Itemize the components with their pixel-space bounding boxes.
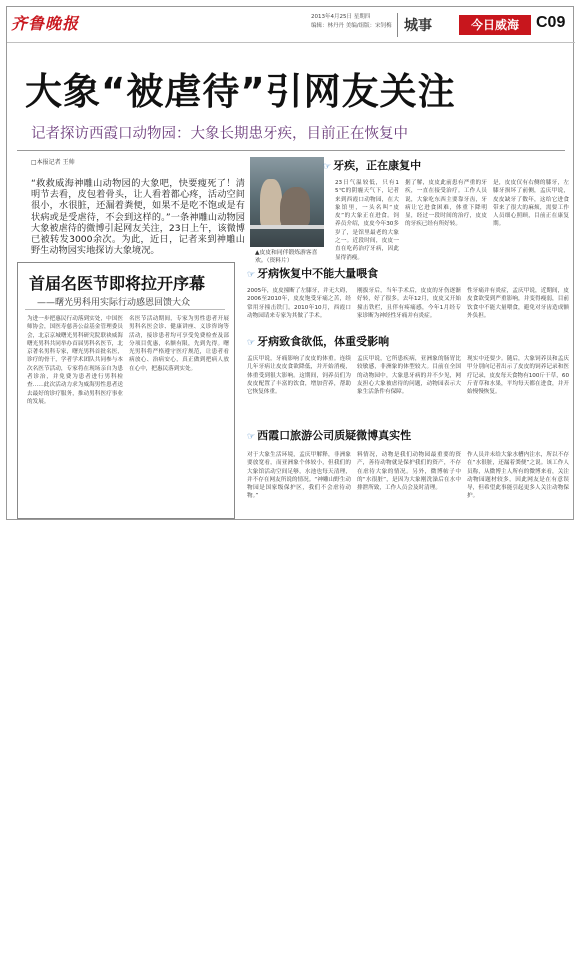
article-column: 23日气温较低，只有15℃的阴霾天气下，记者来到西霞口动物园，在大象馆里，一头名叫“皮皮”的大象正在进食。饲养员介绍，皮皮今年30多岁了，是馆里最老的大象之一。近段时间，皮皮一直在吃药治疗牙病，因此显得消瘦。	[335, 180, 399, 261]
masthead	[7, 7, 575, 43]
advertorial-rule	[25, 309, 225, 310]
section-tab: 今日威海	[459, 15, 531, 35]
byline: □本报记者 王帅	[31, 159, 75, 166]
lead-paragraph: “救救威海神雕山动物园的大象吧，快要瘦死了！清明节去看，皮包着骨头，让人看着都心疼，活动空间很小，水很脏，还漏着粪便，如果不是吃不饱或是有状病或是受虐待，不会到这样的。”一条神雕山动物园大象被虐待的微博引起网友关注，23日上午，该微博已被转发3000余次。为此，近日，记者来到神雕山野生动物园实地探访大象境况。	[31, 178, 245, 257]
photo-elephant-figure	[280, 187, 310, 227]
section-name: 城事	[404, 18, 432, 34]
advertorial-column: 为进一步把惠民行动落到实处，中国医师协会，国医寿慈善公益基金管理委员会，北京京城曙光男科研究院联袂威海曙光男科共同举办首届男科名医节，北京著名男科专家，曙光男科首批名医，诊疗的骨干，学者学术团队共同参与本次名医节活动，专家将在现场亲自为患者诊治，并免费为患者进行男科检查……此次活动力求为威海男性患者送去最好的诊疗服务，推动男科医疗事业的发展。	[27, 316, 123, 405]
bullet-icon: ☞	[247, 338, 256, 348]
masthead-divider	[397, 13, 398, 37]
newspaper-page	[6, 6, 574, 520]
article-column: 对于大象生活环境，孟庆甲解释，非洲象要放宽看，而亚洲象个体较小，但我们的大象馆活动空间足够，水池也每天清理，并不存在网友所说的情况。“神雕山野生动物园是国家级保护区，我们不会虐待动物。”	[247, 452, 351, 500]
section-title: ☞ 西霞口旅游公司质疑微博真实性	[247, 429, 412, 442]
article-column: 是，皮皮仅有右侧的膝牙，左膝牙损坏了前侧，孟庆甲说，皮皮缺牙了数年，这给它进食带来了很大的麻烦，需要工作人员细心照顾，目前正在康复期。	[493, 180, 569, 228]
page-subheadline: 记者探访西霞口动物园：大象长期患牙疾，目前正在恢复中	[31, 126, 408, 142]
elephant-photo	[250, 157, 324, 247]
advertorial-column: 名医节活动期间，专家为男性患者开展男科名医会诊、健康讲座、义诊咨询等活动，接诊患者均可享受免费检查及部分项目优惠，名额有限，先到先得。曙光男科将严格遵守医疗规范，让患者看病放心、治病安心，真正做到把病人放在心中，把惠民落到实处。	[129, 316, 229, 372]
article-column: 2005年，皮皮撞断了左膝牙，并无大碍，2006至2010年，皮皮饱受牙痛之苦，经常用牙撞击铁门。2010年10月，西霞口动物园请来专家为其做了手术。	[247, 288, 351, 319]
bullet-icon: ☞	[323, 162, 332, 172]
section-title: ☞ 牙病致食欲低，体重受影响	[247, 335, 390, 348]
page-headline: 大象“被虐待”引网友关注	[25, 70, 456, 113]
advertorial-subtitle: ——曙光男科用实际行动感恩回馈大众	[37, 298, 191, 308]
bullet-icon: ☞	[247, 432, 256, 442]
page-number: C09	[536, 14, 566, 31]
newspaper-logo: 齐鲁晚报	[11, 14, 80, 33]
dateline	[311, 13, 392, 31]
editor-credits: 编辑：林丹丹 美编/组版：宋钊梅	[311, 23, 392, 29]
article-column: 据了解，皮皮此前患有严重的牙疾，一直在接受治疗。工作人员说，大象吃东西主要靠牙齿，牙病让它进食困难，体重下降明显，经过一段时间的治疗，皮皮的牙疾已经有所好转。	[405, 180, 487, 228]
article-column: 孟庆甲说，它所患疾病，亚洲象的肠胃比较敏感，非洲象的体型较大。目前在全国的动物园中，大象患牙病的并不少见，网友担心大象被虐待的问题，动物园表示大象生活条件有保障。	[357, 356, 461, 396]
photo-caption: ▲皮皮和同伴锻炼游客喜欢。（资料片）	[255, 250, 318, 264]
section-title: ☞ 牙病恢复中不能大量喂食	[247, 267, 379, 280]
article-column: 孟庆甲说，牙痛影响了皮皮的体重。连续几年牙病让皮皮食欲降低，并开始消瘦，体重受到很大影响。这期间，饲养员们为皮皮配置了丰富的饮食，增加营养，帮助它恢复体重。	[247, 356, 351, 396]
article-column: 现实中还要少。随后，大象饲养员和孟庆甲分别向记者出示了皮皮的饲养记录和医疗记录，皮皮每天食物有100斤干草，60斤青草和水果，平均每天都在进食，并开始慢慢恢复。	[467, 356, 569, 396]
article-column: 料情况，动物是我们动物园最重要的资产，善待动物就是保护我们的资产，不存在虐待大象的情况。另外，微博帖子中的“水很脏”，是因为大象刚洗澡后在水中排泄所致，工作人员会及时清理。	[357, 452, 461, 492]
photo-keeper-figure	[260, 179, 282, 229]
headline-rule	[17, 150, 565, 151]
article-column: 刚拔牙后，当年手术后，皮皮的牙伤逐渐好转，好了很多。去年12月，皮皮又开始撞击铁栏，且伴有疼痛感，今年1月经专家诊断为神经性牙痛并有炎症。	[357, 288, 461, 319]
article-column: 作人员并未给大象水槽内注水，所以不存在“水很脏，还漏着粪便”之说。该工作人员称，从微博主人所有的微博来看，关注动物园题材较多，因此网友是在有意误导，但希望此事能引起更多人关注动物保护。	[467, 452, 569, 500]
bullet-icon: ☞	[247, 270, 256, 280]
article-column: 性牙痛并有炎症，孟庆甲说，近期间，皮皮食欲受到严重影响，并变得瘦弱，目前饮食中不能大量喂食，避免对牙齿造成额外负担。	[467, 288, 569, 319]
photo-railing	[250, 225, 324, 229]
issue-date: 2013年4月25日 星期四	[311, 14, 371, 20]
section-title: ☞ 牙疾，正在康复中	[323, 159, 422, 172]
advertorial-title: 首届名医节即将拉开序幕	[29, 274, 206, 293]
